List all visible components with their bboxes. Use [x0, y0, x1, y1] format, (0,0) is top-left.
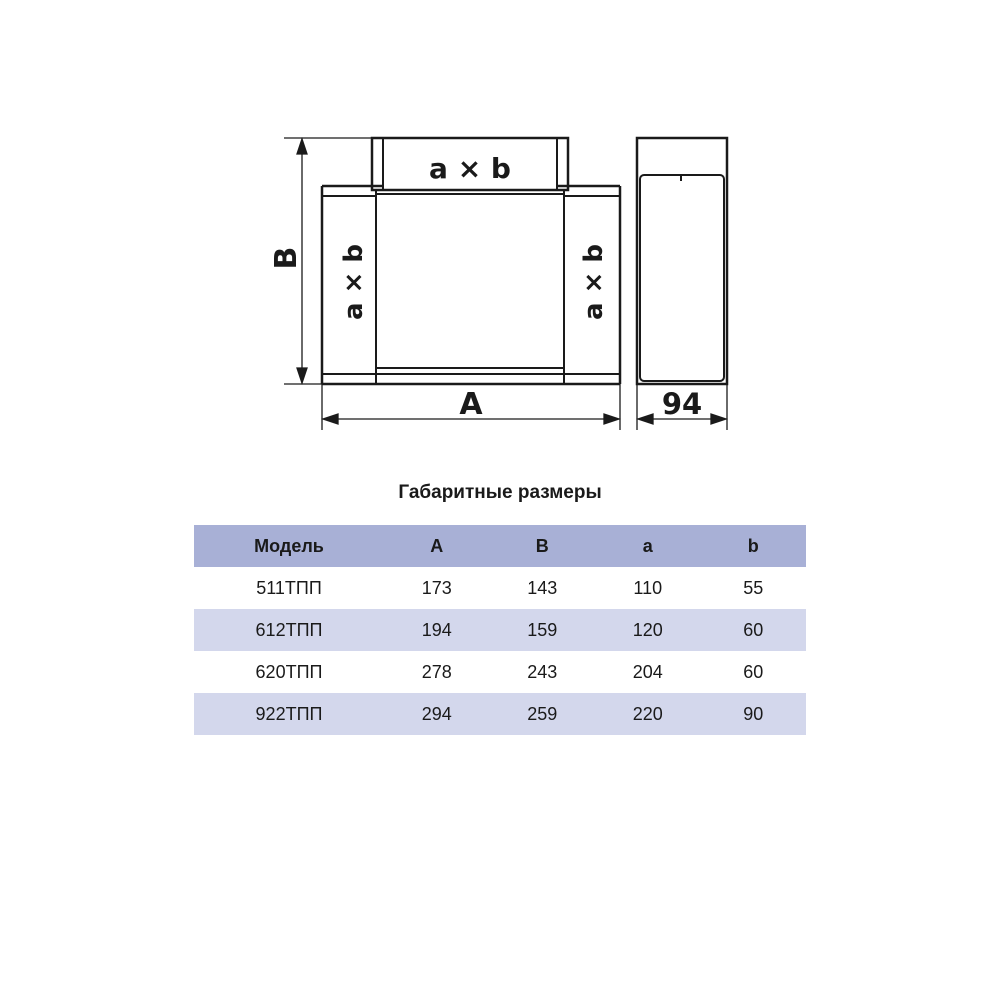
cell-B: 143 [527, 577, 558, 598]
cell-a: 110 [633, 577, 663, 598]
cell-b: 55 [743, 577, 764, 598]
header-model: Модель [254, 535, 324, 556]
table-row [194, 567, 806, 609]
table-header-row [194, 525, 806, 567]
top-branch-label: a × b [429, 152, 511, 185]
cell-model: 922ТПП [255, 703, 323, 724]
cell-b: 60 [743, 619, 764, 640]
left-branch-label: a × b [339, 243, 369, 321]
cell-A: 173 [421, 577, 452, 598]
cell-A: 278 [421, 661, 452, 682]
cell-B: 243 [527, 661, 558, 682]
cell-model: 511ТПП [256, 577, 322, 598]
table-row [194, 693, 806, 735]
cell-model: 620ТПП [255, 661, 323, 682]
right-branch-label: a × b [579, 243, 609, 321]
header-a: a [642, 535, 653, 556]
tee-dimension-drawing [0, 0, 1000, 470]
header-B: B [535, 535, 549, 556]
dimensions-table [194, 525, 806, 735]
table-title: Габаритные размеры [398, 482, 602, 503]
dimension-B-label: B [269, 246, 304, 270]
cell-B: 259 [527, 703, 558, 724]
cell-B: 159 [527, 619, 558, 640]
cell-a: 120 [632, 619, 663, 640]
cell-a: 204 [632, 661, 663, 682]
header-A: A [430, 535, 444, 556]
side-view [637, 138, 727, 384]
cell-model: 612ТПП [255, 619, 323, 640]
cell-A: 194 [421, 619, 452, 640]
cell-b: 90 [743, 703, 764, 724]
dimension-94-label: 94 [661, 387, 703, 421]
header-b: b [747, 535, 759, 556]
table-row [194, 651, 806, 693]
cell-b: 60 [743, 661, 764, 682]
dimension-A-label: A [459, 387, 483, 422]
table-row [194, 609, 806, 651]
cell-a: 220 [632, 703, 663, 724]
cell-A: 294 [421, 703, 452, 724]
